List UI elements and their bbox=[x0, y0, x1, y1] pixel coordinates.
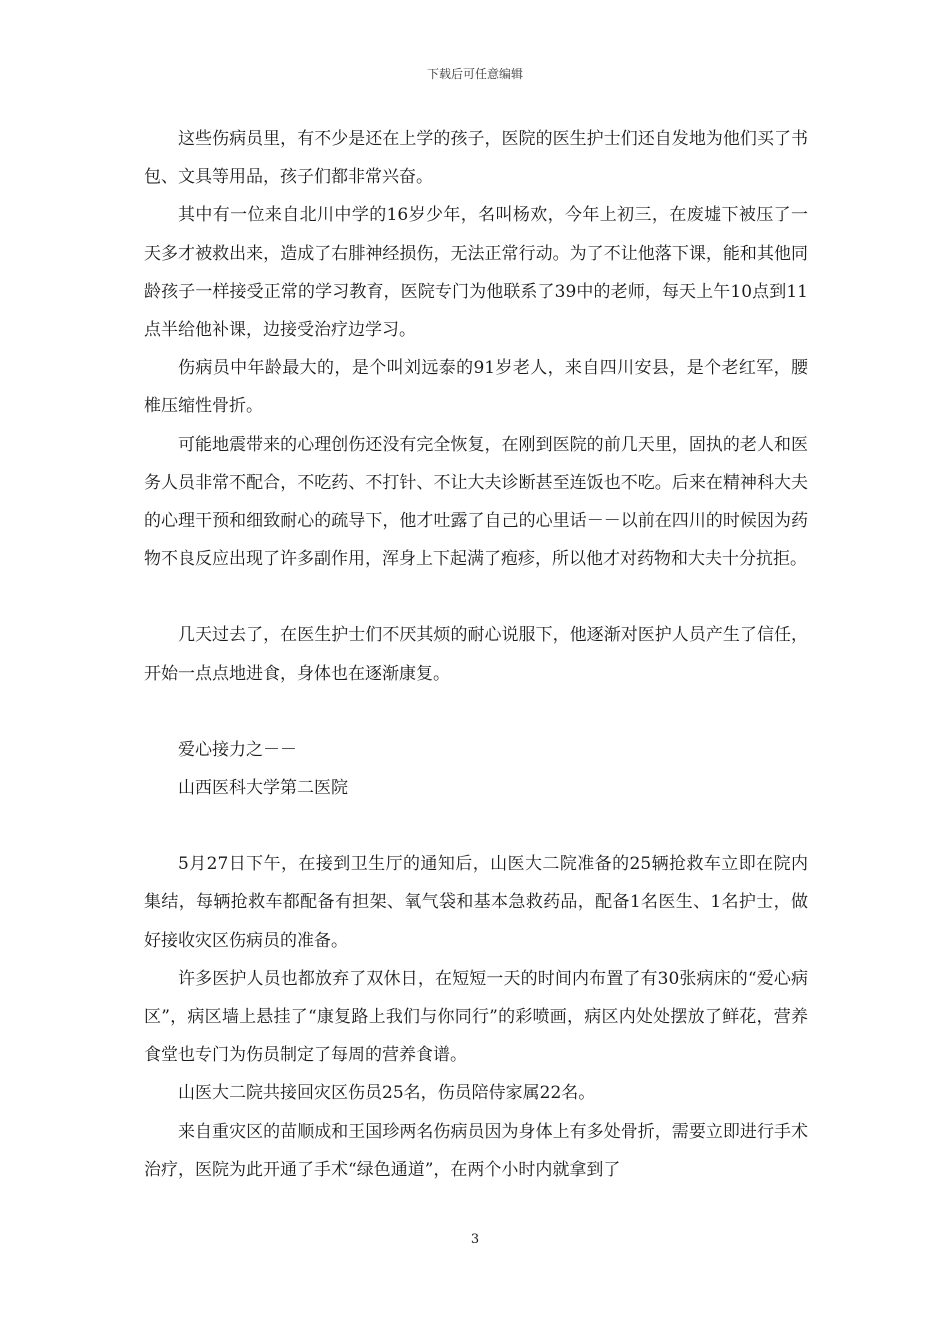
paragraph: 来自重灾区的苗顺成和王国珍两名伤病员因为身体上有多处骨折，需要立即进行手术治疗，医院为此开通了手术“绿色通道”，在两个小时内就拿到了 bbox=[144, 1121, 808, 1180]
paragraph: 山医大二院共接回灾区伤员25名，伤员陪侍家属22名。 bbox=[178, 1083, 596, 1104]
paragraph: 其中有一位来自北川中学的16岁少年，名叫杨欢，今年上初三，在废墟下被压了一天多才被救出来，造成了右腓神经损伤，无法正常行动。为了不让他落下课，能和其他同龄孩子一样接受正常的学习教育，医院专门为他联系了39中的老师，每天上午10点到11点半给他补课，边接受治疗边学习。 bbox=[144, 205, 808, 341]
paragraph: 许多医护人员也都放弃了双休日，在短短一天的时间内布置了有30张病床的“爱心病区”，病区墙上悬挂了“康复路上我们与你同行”的彩喷画，病区内处处摆放了鲜花，营养食堂也专门为伤员制定了每周的营养食谱。 bbox=[144, 968, 808, 1066]
page-header: 下载后可任意编辑 bbox=[426, 67, 523, 81]
paragraph: 伤病员中年龄最大的，是个叫刘远泰的91岁老人，来自四川安县，是个老红军，腰椎压缩性骨折。 bbox=[144, 358, 808, 417]
section-heading: 爱心接力之－－ bbox=[178, 739, 297, 760]
document-body bbox=[144, 120, 808, 1189]
section-subheading: 山西医科大学第二医院 bbox=[178, 778, 348, 799]
paragraph: 几天过去了，在医生护士们不厌其烦的耐心说服下，他逐渐对医护人员产生了信任，开始一点点地进食，身体也在逐渐康复。 bbox=[144, 625, 808, 684]
page-number: 3 bbox=[470, 1232, 480, 1247]
paragraph: 5月27日下午，在接到卫生厅的通知后，山医大二院准备的25辆抢救车立即在院内集结，每辆抢救车都配备有担架、氧气袋和基本急救药品，配备1名医生、1名护士，做好接收灾区伤病员的准备。 bbox=[144, 854, 808, 951]
paragraph: 这些伤病员里，有不少是还在上学的孩子，医院的医生护士们还自发地为他们买了书包、文具等用品，孩子们都非常兴奋。 bbox=[144, 129, 808, 188]
paragraph: 可能地震带来的心理创伤还没有完全恢复，在刚到医院的前几天里，固执的老人和医务人员非常不配合，不吃药、不打针、不让大夫诊断甚至连饭也不吃。后来在精神科大夫的心理干预和细致耐心的疏导下，他才吐露了自己的心里话－－以前在四川的时候因为药物不良反应出现了许多副作用，浑身上下起满了疱疹，所以他才对药物和大夫十分抗拒。 bbox=[144, 434, 808, 570]
